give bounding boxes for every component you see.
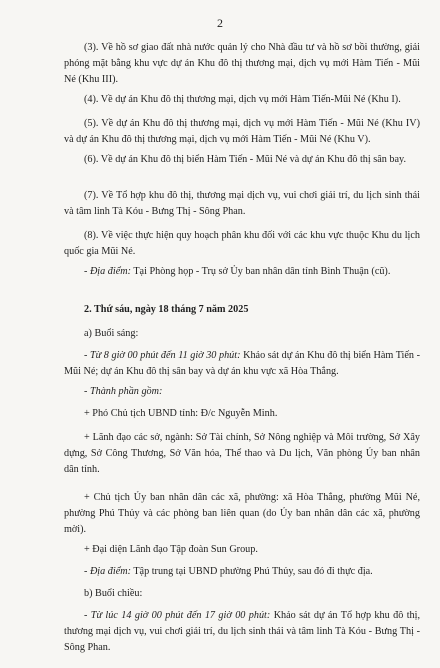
morning-time: - Từ 8 giờ 00 phút đến 11 giờ 30 phút: Khảo sát dự án Khu đô thị biển Hàm Tiến - Mũi Né; dự án Khu đô thị sân bay và dự án khu vực xã Hòa Thắng. [64, 350, 420, 377]
item-4: (4). Về dự án Khu đô thị thương mại, dịch vụ mới Hàm Tiến-Mũi Né (Khu I). [84, 94, 401, 105]
participant-vice-chair: + Phó Chủ tịch UBND tỉnh: Đ/c Nguyễn Minh. [84, 408, 278, 419]
participant-sun-group: + Đại diện Lãnh đạo Tập đoàn Sun Group. [84, 544, 258, 555]
item-5: (5). Về dự án Khu đô thị thương mại, dịch vụ mới Hàm Tiến - Mũi Né (Khu IV) và dự án Khu đô thị thương mại, dịch vụ mới Hàm Tiến - Mũi Né (Khu V). [64, 118, 420, 145]
time-label: - Từ 8 giờ 00 phút đến 11 giờ 30 phút: [84, 350, 241, 361]
participant-departments: + Lãnh đạo các sở, ngành: Sở Tài chính, Sở Nông nghiệp và Môi trường, Sở Xây dựng, Sở Công Thương, Sở Văn hóa, Thể thao và Du lịch, Văn phòng Ủy ban nhân dân tỉnh. [64, 432, 420, 475]
participant-communes: + Chủ tịch Ủy ban nhân dân các xã, phường: xã Hòa Thắng, phường Mũi Né, phường Phú Thủy và các phòng ban liên quan (do Ủy ban nhân dân các xã, phường mời). [64, 492, 420, 535]
participants-heading: - Thành phần gồm: [84, 386, 163, 397]
location-2: - Địa điểm: Tập trung tại UBND phường Phú Thủy, sau đó đi thực địa. [84, 566, 373, 577]
morning-heading: a) Buổi sáng: [84, 328, 139, 339]
location-label: - Địa điểm: [84, 266, 131, 277]
item-3: (3). Về hồ sơ giao đất nhà nước quản lý cho Nhà đầu tư và hồ sơ bồi thường, giải phóng mặt bằng khu vực dự án Khu đô thị thương mại, dịch vụ mới Hàm Tiến - Mũi Né (Khu III). [64, 42, 420, 85]
page-number: 2 [217, 16, 223, 30]
afternoon-time: - Từ lúc 14 giờ 00 phút đến 17 giờ 00 phút: Khảo sát dự án Tổ hợp khu đô thị, thương mại dịch vụ, vui chơi giải trí, du lịch sinh thái và tâm linh Tà Kóu - Bưng Thị - Sông Phan. [64, 610, 421, 653]
location-1: - Địa điểm: Tại Phòng họp - Trụ sở Ủy ban nhân dân tỉnh Bình Thuận (cũ). [84, 266, 391, 277]
item-6: (6). Về dự án Khu đô thị biển Hàm Tiến - Mũi Né và dự án Khu đô thị sân bay. [84, 154, 407, 165]
day-heading: 2. Thứ sáu, ngày 18 tháng 7 năm 2025 [84, 304, 249, 315]
afternoon-heading: b) Buổi chiều: [84, 588, 143, 599]
item-8: (8). Về việc thực hiện quy hoạch phân khu đối với các khu vực thuộc Khu du lịch quốc gia Mũi Né. [64, 230, 420, 257]
item-7: (7). Về Tổ hợp khu đô thị, thương mại dịch vụ, vui chơi giải trí, du lịch sinh thái và tâm linh Tà Kóu - Bưng Thị - Sông Phan. [64, 190, 420, 217]
